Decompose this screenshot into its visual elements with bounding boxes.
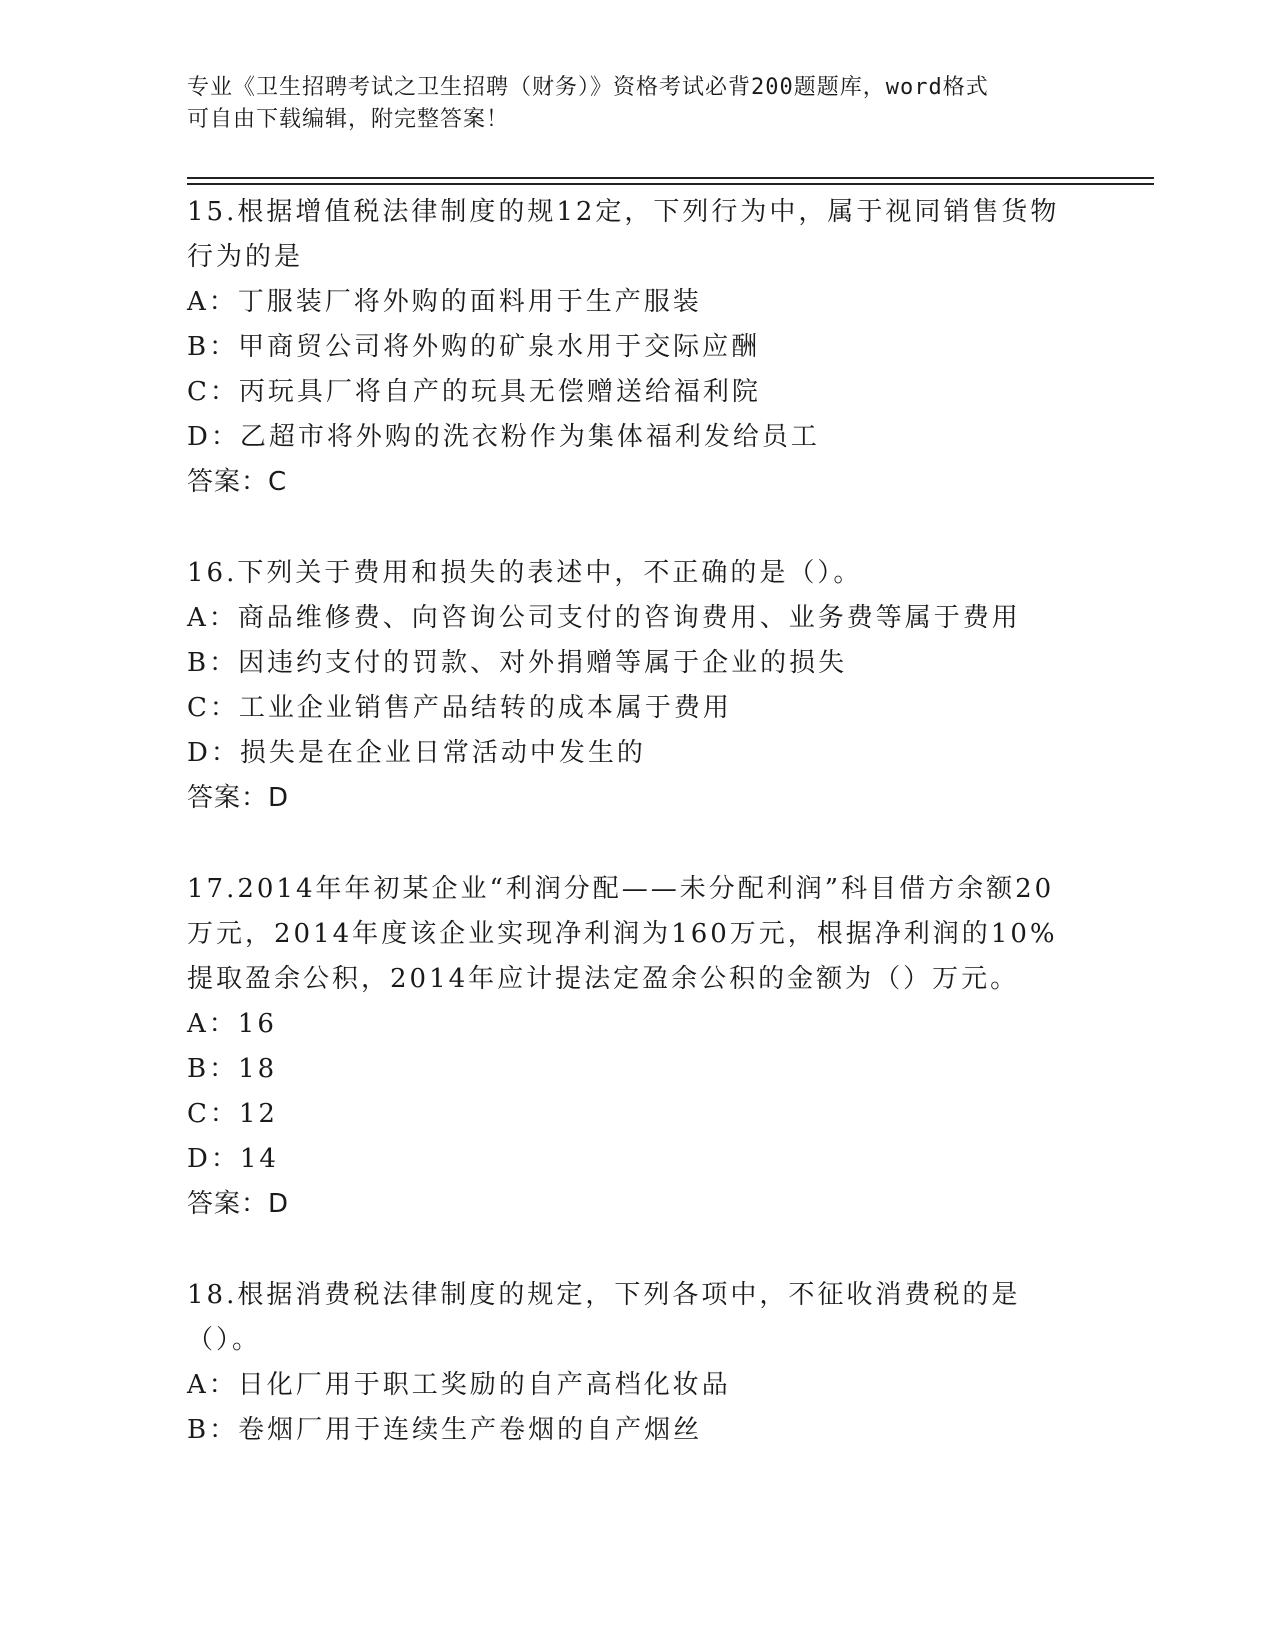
option-d: D：损失是在企业日常活动中发生的	[187, 738, 646, 768]
question-title: 16.下列关于费用和损失的表述中，不正确的是（）。	[187, 558, 863, 588]
option-b: B：甲商贸公司将外购的矿泉水用于交际应酬	[187, 332, 761, 362]
answer-line	[187, 460, 1067, 505]
option-b: B：18	[187, 1054, 278, 1084]
question-title: 18.根据消费税法律制度的规定，下列各项中，不征收消费税的是（）。	[187, 1280, 1021, 1355]
question-16	[187, 551, 1067, 821]
header-line-1: 专业《卫生招聘考试之卫生招聘（财务）》资格考试必背200题题库，word格式	[187, 75, 989, 100]
option-a: A：16	[187, 1009, 277, 1039]
header-line-2: 可自由下载编辑，附完整答案！	[187, 107, 510, 132]
answer-line	[187, 776, 1067, 821]
header-divider-top	[187, 177, 1154, 179]
answer-label: 答案：	[187, 783, 269, 813]
option-a: A：日化厂用于职工奖励的自产高档化妆品	[187, 1370, 731, 1400]
option-c: C：工业企业销售产品结转的成本属于费用	[187, 693, 732, 723]
question-18	[187, 1273, 1067, 1453]
question-15	[187, 190, 1067, 505]
answer-label: 答案：	[187, 1189, 269, 1219]
answer-value: D	[268, 783, 290, 813]
question-list	[187, 190, 1067, 1499]
answer-label: 答案：	[187, 467, 269, 497]
option-c: C：12	[187, 1099, 278, 1129]
question-title: 15.根据增值税法律制度的规12定，下列行为中，属于视同销售货物行为的是	[187, 197, 1060, 272]
option-b: B：卷烟厂用于连续生产卷烟的自产烟丝	[187, 1415, 703, 1445]
document-header	[187, 72, 1067, 136]
answer-value: C	[268, 467, 288, 497]
question-title: 17.2014年年初某企业“利润分配——未分配利润”科目借方余额20万元，2014年度该企业实现净利润为160万元，根据净利润的10%提取盈余公积，2014年应计提法定盈余公积的金额为（）万元。	[187, 874, 1058, 994]
question-17	[187, 867, 1067, 1227]
option-a: A：丁服装厂将外购的面料用于生产服装	[187, 287, 702, 317]
option-b: B：因违约支付的罚款、对外捐赠等属于企业的损失	[187, 648, 848, 678]
answer-line	[187, 1182, 1067, 1227]
option-a: A：商品维修费、向咨询公司支付的咨询费用、业务费等属于费用	[187, 603, 1021, 633]
option-c: C：丙玩具厂将自产的玩具无偿赠送给福利院	[187, 377, 761, 407]
answer-value: D	[268, 1189, 290, 1219]
header-divider-bottom	[187, 183, 1154, 185]
option-d: D：乙超市将外购的洗衣粉作为集体福利发给员工	[187, 422, 820, 452]
option-d: D：14	[187, 1144, 279, 1174]
